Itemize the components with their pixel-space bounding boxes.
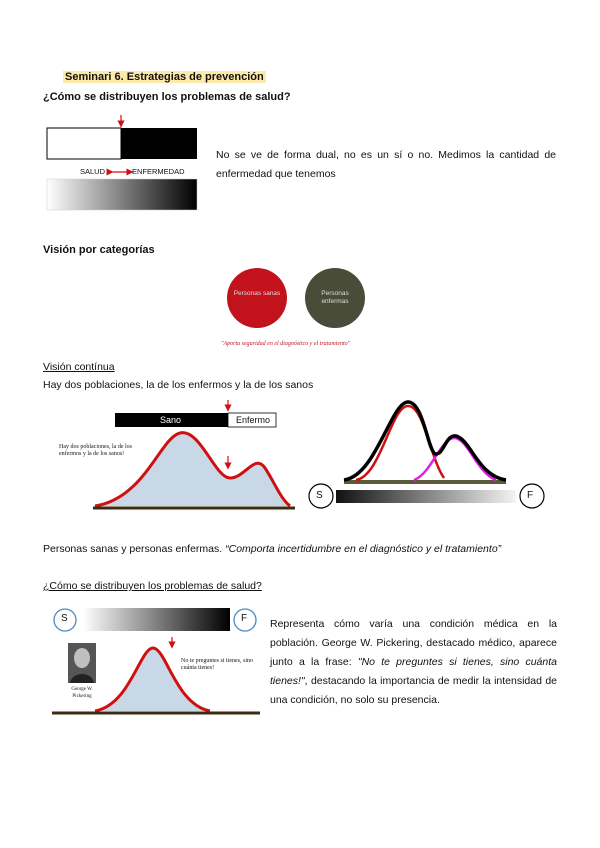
circle-sick-label: Personas enfermas <box>321 290 349 305</box>
page-title: Seminari 6. Estrategias de prevención <box>65 71 264 83</box>
paragraph-uncertainty-quote: “Comporta incertidumbre en el diagnóstico y el tratamiento” <box>225 543 502 555</box>
paragraph-pickering-text-2: , destacando la importancia de medir la intensidad de una condición, no solo su presencia. <box>270 675 557 706</box>
section-heading-categories: Visión por categorías <box>43 244 155 256</box>
scale-label-s: S <box>316 490 323 501</box>
paragraph-pickering-quote: "No te preguntes si tienes, sino cuánta tienes!" <box>270 656 557 687</box>
pickering-caption: George W. Pickering <box>71 687 93 699</box>
circle-healthy <box>227 268 287 328</box>
figure-note: Hay dos poblaciones, la de los enfermos y la de los sanos! <box>59 444 132 457</box>
pickering-quote: No te preguntes si tienes, sino cuánta tienes! <box>181 658 253 671</box>
section-heading-distribution: ¿Cómo se distribuyen los problemas de salud? <box>43 91 291 103</box>
paragraph-pickering-text: Representa cómo varía una condición médica en la población. George W. Pickering, destacado médico, aparece junto a la frase: <box>270 618 557 668</box>
paragraph-pickering <box>270 615 557 710</box>
paragraph-uncertainty-text: Personas sanas y personas enfermas. <box>43 543 226 555</box>
bar-label-sano: Sano <box>160 415 182 425</box>
scale-label-f-2: F <box>241 613 248 624</box>
bar-label-enfermo: Enfermo <box>236 415 271 425</box>
figure-two-populations-curve <box>55 398 300 516</box>
circle-sick <box>305 268 365 328</box>
section-heading-continuous: Visión contínua <box>43 361 115 373</box>
scale-label-s-2: S <box>61 613 68 624</box>
figure-overlapping-distributions <box>306 398 546 516</box>
overlapping-distributions-graphic <box>306 398 546 516</box>
figure-dual-vs-gradient <box>46 112 198 212</box>
categories-caption: "Aporta seguridad en el diagnóstico y el tratamiento" <box>221 341 351 347</box>
paragraph-dual: No se ve de forma dual, no es un sí o no. Medimos la cantidad de enfermedad que tenemos <box>216 149 556 180</box>
label-salud: SALUD <box>80 167 106 176</box>
paragraph-two-populations: Hay dos poblaciones, la de los enfermos y la de los sanos <box>43 379 314 391</box>
figure-pickering <box>50 603 265 718</box>
circle-healthy-label: Personas sanas <box>233 290 281 297</box>
label-enfermedad: ENFERMEDAD <box>132 167 185 176</box>
scale-label-f: F <box>527 490 534 501</box>
section-heading-distribution-2: ¿Cómo se distribuyen los problemas de salud? <box>43 580 262 592</box>
paragraph-uncertainty <box>43 540 563 559</box>
dual-bar-graphic <box>46 112 198 212</box>
